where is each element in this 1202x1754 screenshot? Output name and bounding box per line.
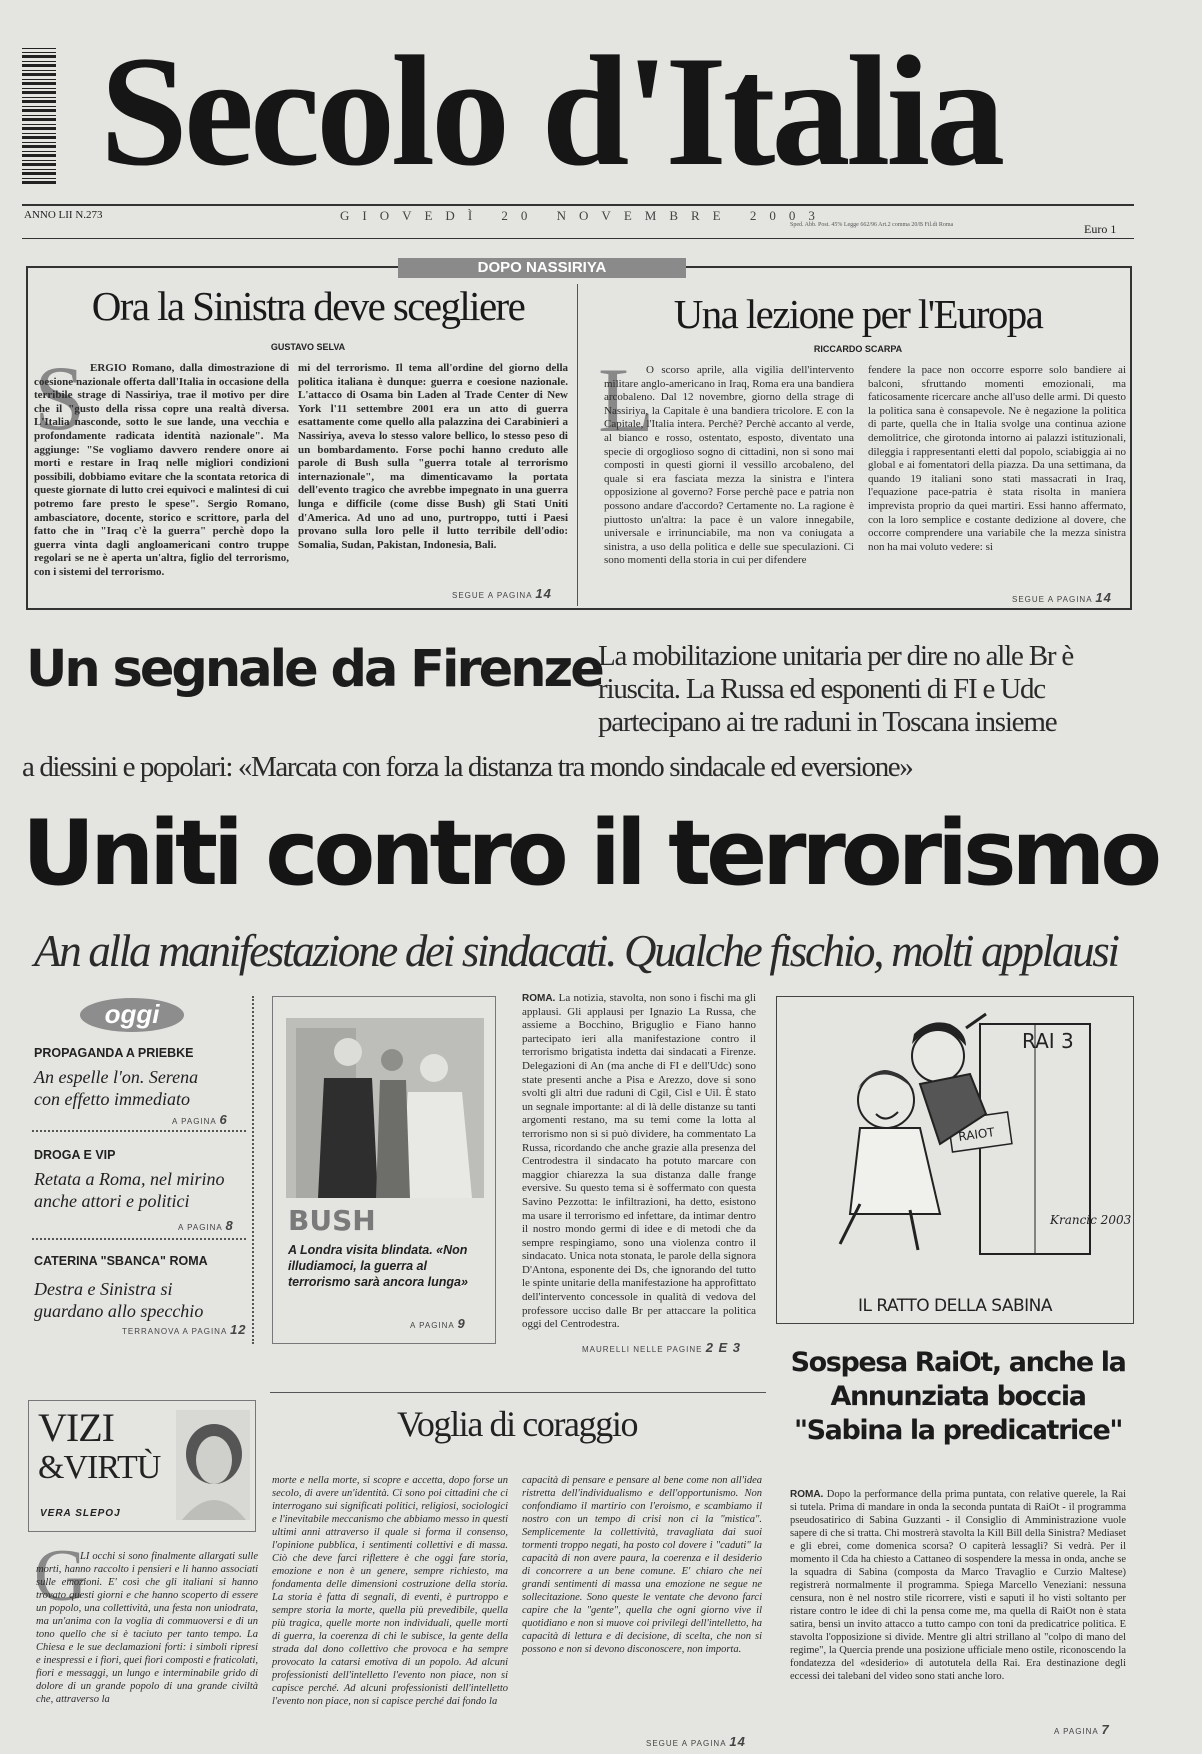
- oggi-item-1-ref: [172, 1112, 228, 1127]
- vizi-col3: [522, 1474, 762, 1714]
- masthead-rule-bottom: [22, 238, 1134, 239]
- roma-article-ref-label: MAURELLI NELLE PAGINE: [582, 1345, 703, 1354]
- barcode: [22, 48, 56, 184]
- bush-ref-label: A PAGINA: [410, 1321, 455, 1330]
- bush-page: 9: [457, 1316, 466, 1331]
- right-article-col1: [604, 364, 854, 600]
- oggi-item-3-page: 12: [230, 1322, 247, 1337]
- oggi-item-3-ref-label: TERRANOVA A PAGINA: [122, 1327, 227, 1336]
- vizi-dropcap: G: [34, 1535, 88, 1617]
- left-article-col1-text: ERGIO Romano, dalla dimostrazione di coesione nazionale offerta dall'Italia in occasione della terribile strage di Nassiriya, trae il motivo per dire che il "gusto della rissa copre una realtà diversa. L'Italia nasconde, sotto le sue lande, una vecchia e profondamente radicata identità nazionale". Ma aggiunge: "Se vogliamo davvero rendere onore ai morti e restare in Iraq nelle migliori condizioni possibili, dobbiamo evitare che la scontata retorica di queste giornate di lutto crei equivoci e malintesi di cui potremo fare presto le spese". Sergio Romano, ambasciatore, docente, storico e scrittore, parla del fatto che in "Iraq c'è la guerra" perchè dopo la guerra vinta dagli angloamericani contro truppe regolari se ne è aperta un'altra, figlio del terrorismo, con i sistemi del terrorismo.: [34, 362, 289, 578]
- roma-article-ref: [582, 1340, 741, 1355]
- oggi-item-3-headline[interactable]: Destra e Sinistra si guardano allo specchio: [34, 1279, 204, 1321]
- left-dropcap: S: [34, 347, 86, 449]
- vizi-title-2: &VIRTÙ: [38, 1449, 161, 1486]
- masthead-title: Secolo d'Italia: [100, 24, 1002, 199]
- right-article-continue-page: 14: [1095, 590, 1112, 605]
- bush-text[interactable]: A Londra visita blindata. «Non illudiamoci, la guerra al terrorismo sarà ancora lunga»: [288, 1243, 468, 1289]
- masthead-rule-top: [22, 204, 1134, 206]
- left-article-col2: [298, 362, 568, 582]
- right-article-title: Una lezione per l'Europa: [673, 291, 1043, 337]
- cartoon-illustration: [790, 1004, 1132, 1264]
- roma-article-body: [522, 992, 756, 1332]
- oggi-label: oggi: [80, 998, 184, 1032]
- masthead-price: Euro 1: [1084, 222, 1117, 236]
- oggi-item-3-ref: [122, 1322, 247, 1337]
- roma-article-pages: 2 E 3: [705, 1340, 742, 1355]
- right-dropcap: L: [598, 349, 655, 451]
- vizi-author-portrait: [176, 1410, 250, 1520]
- oggi-item-1-ref-label: A PAGINA: [172, 1117, 217, 1126]
- vizi-ref-label: SEGUE A PAGINA: [646, 1739, 727, 1748]
- bush-photo: [286, 1018, 484, 1198]
- firenze-deck-right: La mobilitazione unitaria per dire no alle Br è riuscita. La Russa ed esponenti di FI e Udc partecipano ai tre raduni in Toscana insieme: [598, 640, 1074, 738]
- masthead-date: GIOVEDÌ 20 NOVEMBRE 2003: [340, 208, 828, 223]
- bush-ref: [410, 1316, 466, 1331]
- vizi-headline-rule: [270, 1392, 766, 1393]
- left-article-continue-label: SEGUE A PAGINA: [452, 591, 533, 600]
- vizi-title-1: VIZI: [38, 1405, 114, 1450]
- roma-article: [522, 992, 756, 1338]
- vizi-author: VERA SLEPOJ: [40, 1508, 121, 1519]
- cartoon-ref: [1054, 1722, 1110, 1737]
- cartoon-article-lead: ROMA.: [790, 1489, 824, 1500]
- cartoon-ref-label: A PAGINA: [1054, 1727, 1099, 1736]
- oggi-item-1-kicker: PROPAGANDA A PRIEBKE: [34, 1046, 194, 1060]
- right-article-author: RICCARDO SCARPA: [813, 344, 903, 354]
- oggi-item-2-headline[interactable]: Retata a Roma, nel mirino anche attori e politici: [34, 1169, 225, 1211]
- right-article-col1-text: O scorso aprile, alla vigilia dell'intervento militare anglo-americano in Iraq, Roma era una bandiera arcobaleno. Dal 12 novembre, giorno della strage di Nassiriya, la Capitale è una bandiera tricolore. E con la Capitale, l'Italia intera. Perchè? Perchè accanto al verde, al bianco e rosso, ostentato, esposto, diventato una specie di orgoglioso sogno di cittadini, non si sono mai composti in questi giorni il vessillo arcobaleno, del quale si era fasciata mezza la sinistra e l'intera opposizione al governo? Forse perchè pace e patria non possono andare d'accordo? Certamente no. La ragione è piuttosto un'altra: la pace è un valore innegabile, universale e irrinunciabile, ma non va coniugata a sinistra, a uso della politica e delle sue speculazioni. Ci sono momenti della storia in cui per difendere: [604, 364, 854, 567]
- cartoon-caption: IL RATTO DELLA SABINA: [857, 1296, 1053, 1316]
- vizi-col2: [272, 1474, 508, 1734]
- section-band: DOPO NASSIRIYA: [398, 258, 686, 278]
- cartoon-door-label: RAIOT: [957, 1125, 996, 1144]
- left-article-continue: [452, 586, 552, 601]
- oggi-item-1-page: 6: [219, 1112, 228, 1127]
- oggi-divider-2: [32, 1238, 246, 1240]
- cartoon-article: [790, 1488, 1126, 1724]
- vizi-ref: [646, 1734, 746, 1749]
- cartoon-article-text: Dopo la performance della prima puntata, con relative querele, la Rai si tutela. Prima di mandare in onda la seconda puntata di RaiOt - il programma pseudosatirico di Sabina Guzzanti - il Consiglio di Amministrazione vuole sapere di che si tratta. Chi mostrerà stavolta la Kill Bill della Sinistra? Mediaset e gli ebrei, come domenica scorsa? O capiterà lessagli? Si vedrà. Per il momento il Cda ha chiesto a Cattaneo di sospendere la messa in onda, anche se la squadra di Sabina (composta da Marco Travaglio e Curzio Maltese) registrerà normalmente il programma. Spiega Marcello Veneziani: nessuna censura, non è nel nostro stile ricorrere, visti e saputi il ho visti soltanto per ristare contro le idee di chi la pensa come me, ma quella di RaiOt non è stata satira, bensì un invito attacco a tutto campo con toni da predicatrice politica. E stavolta l'opposizione si divide. Mentre gli altri strillano al "colpo di mano del regime", la Quercia prende una posizione ufficiale meno ostile, riconoscendo la fondatezza del «desiderio» di autotutela della Rai. Era destinazione degli eccessi dei talebani del video sono stati anche loro.: [790, 1489, 1126, 1682]
- firenze-deck-full: a diessini e popolari: «Marcata con forza la distanza tra mondo sindacale ed eversione»: [22, 751, 913, 783]
- cartoon-headline: Sospesa RaiOt, anche la Annunziata boccia "Sabina la predicatrice": [790, 1347, 1126, 1446]
- cartoon-page: 7: [1101, 1722, 1110, 1737]
- oggi-item-3-kicker: CATERINA "SBANCA" ROMA: [34, 1254, 208, 1268]
- main-subhead: An alla manifestazione dei sindacati. Qualche fischio, molti applausi: [34, 926, 1118, 976]
- masthead-issue: ANNO LII N.273: [24, 209, 103, 221]
- left-article-col2-text: mi del terrorismo. Il tema all'ordine del giorno della politica italiana è dunque: guerra e coesione nazionale. L'attacco di Osama bin Laden al Trade Center di New York l'11 settembre 2001 era un atto di guerra esattamente come quello alla palazzina dei Carabinieri a Nassiriya, aveva lo stesso valore bellico, lo stesso peso di un bombardamento. Forse pochi hanno creduto alle parole di Bush sulla "guerra totale al terrorismo internazionale", ma dimenticavamo la portata dell'evento tragico che avrebbe impegnato in una guerra lunga e difficile (come disse Bush) gli Stati Uniti d'America. Ad uno ad uno, purtroppo, tutti i Paesi provano sulla loro pelle il lutto terribile dell'odio: Somalia, Sudan, Pakistan, Indonesia, Bali.: [298, 362, 568, 551]
- oggi-item-2-ref-label: A PAGINA: [178, 1223, 223, 1232]
- bush-name: BUSH: [288, 1204, 376, 1237]
- left-article-continue-page: 14: [535, 586, 552, 601]
- vizi-col1: [36, 1550, 258, 1734]
- firenze-headline: Un segnale da Firenze: [26, 640, 602, 699]
- main-headline: Uniti contro il terrorismo: [22, 801, 1158, 906]
- left-article-author: GUSTAVO SELVA: [270, 342, 346, 352]
- right-article-continue-label: SEGUE A PAGINA: [1012, 595, 1093, 604]
- vizi-col3-text: capacità di pensare e pensare al bene come non all'idea ristretta dell'individualismo e dell'opportunismo. Non confondiamo il martirio con l'eroismo, e scambiamo il nostro con un tempo di crisi non ci la "mistica". Semplicemente la collettività, travagliata dai suoi tormenti troppo negati, ha posto col dovere i "caduti" la capacità di non avere paura, la coerenza e il desiderio di concorrere a un bene comune. E' chiaro che nei grandi sentimenti di massa una emozione ne segue ne sollecitazione. Sono queste le ventate che devono farci capire che la "gente", quella che ogni giorno vive il quotidiano e non si muove coi privilegi dell'intelletto, ha capacità di lettura e di decisione, di scelta, che non si possono e non si devono disconoscere, non importa.: [522, 1475, 762, 1655]
- vizi-col1-text: LI occhi si sono finalmente allargati sulle morti, hanno raccolto i pensieri e li hanno associati sulle emozioni. E' così che gli italiani si hanno trovato questi giorni e che hanno scoperto di essere un popolo, una collettività, una festa non uniodrata, ma un'anima con la voglia di commuoversi e di un tono quello che si è taciuto per tanto tempo. La Chiesa e le sue declamazioni forti: i simboli ripresi e inespressi e i fiori, quei fiori composti e fraticolati, fiori e messaggi, un lungo e interminabile grido di dolore di un grande popolo di una grande civiltà che, attraverso la: [36, 1551, 258, 1705]
- oggi-item-2-ref: [178, 1218, 234, 1233]
- bush-photo-figures: [286, 1018, 484, 1198]
- masthead-postal: Sped. Abb. Post. 45% Legge 662/96 Art.2 comma 20/B Fil.di Roma: [790, 222, 954, 228]
- left-article-col1: [34, 362, 289, 594]
- cartoon-article-body: [790, 1488, 1126, 1683]
- cartoon-signature: Krancic 2003: [1050, 1213, 1132, 1227]
- oggi-item-1-headline[interactable]: An espelle l'on. Serena con effetto immediato: [34, 1067, 199, 1109]
- oggi-item-2-kicker: DROGA E VIP: [34, 1148, 116, 1162]
- cartoon-rai3-label: RAI 3: [1022, 1029, 1074, 1053]
- right-article-continue: [1012, 590, 1112, 605]
- vizi-page: 14: [729, 1734, 746, 1749]
- top-column-divider: [577, 284, 578, 606]
- right-article-col2-text: fendere la pace non occorre esporre solo bandiere ai balconi, sfruttando momenti emozionali, ma faticosamente ricercare anche all'uso delle armi. Di questo la politica sana è consapevole. Ne è negazione la politica di parte, quella che in Italia svolge una continua azione demolitrice, che girotonda intorno ai palazzi istituzionali, dileggia i rappresentanti eletti dal popolo, sciabiggia ai no global e ai fomentatori della piazza. Da una settimana, da quando 19 italiani sono stati massacrati in Iraq, l'equazione pace-patria è stata risolta in maniera imprevista proprio da quei martiri. Essi hanno affermato, con la loro semplice e costante dedizione al dovere, che occorre comprendere una variabile che la mezza sinistra non ha mai voluto vedere: si: [868, 364, 1126, 553]
- roma-article-text: La notizia, stavolta, non sono i fischi ma gli applausi. Gli applausi per Ignazio La Russa, che assieme a Bocchino, Briguglio e Fiano hanno partecipato ieri alla manifestazione contro il terrorismo brigatista indetta dai sindacati a Firenze. Delegazioni di An (ma anche di FI e dell'Udc) sono state presenti anche a Pisa e Arezzo, dove si sono svolti gli altri due raduni di Cgil, Cisl e Uil. È stato un segnale importante: al di là delle distanze su tanti argomenti restano, ma su temi come la lotta al terrorismo non si si può dividere, ha commentato La Russa, ricordando che anche grazie alla presenza del Centrodestra il sindacato ha potuto marcare con maggior chiarezza la sua distanza dalle frange eversive. Su questo tema si è soffermato con questa Savino Pezzotta: le infiltrazioni, ha detto, esistono ma usare il terrorismo ed infettare, da intimar dentro il nostro mondo germi di idee e di metodi che da sempre respingiamo, sono una violenza contro il sindacato. Unica nota stonata, le parole della signora D'Antona, esponente dei Ds, che ignorando del tutto le spinte unitarie della manifestazione ha approfittato dell'intervento concessole in qualità di vedova del professore ucciso dalle Br per attaccare la politica oggi del Centrodestra.: [522, 992, 757, 1331]
- vizi-headline: Voglia di coraggio: [396, 1404, 638, 1444]
- vizi-col2-text: morte e nella morte, si scopre e accetta, dopo forse un secolo, di avere un'identità. Ci sono poi cittadini che ci interrogano sui significati politici, religiosi, sociologici e l'inevitabile meccanismo che abbiamo messo in questi ultimi anni attraverso il quale si forma il consenso, l'opinione pubblica, i sentimenti collettivi e di massa. Ciò che deve farci riflettere è che oggi fare storia, emozione e non è un genere, sempre richiesto, ma fondamenta delle dimensioni costruzione della storia. La storia è fatta di segnali, di eventi, è purtroppo e sempre storia la morte, quella più prevedibile, quella più tragica, quelle morte non individuali, quelle morti di guerra, la coerenza di chi le subisce, la gente della strada dal dono collettivo che provoca e ha sempre provocato la catarsi emotiva di un popolo. Ad alcuni professionisti dell'intelletto l'evento non piace, non si capisce perché. Ad alcuni professionisti dell'intelletto l'evento non piace, non si capisce perché dai fondo la: [272, 1475, 508, 1707]
- right-article-col2: [868, 364, 1126, 586]
- oggi-item-2-page: 8: [225, 1218, 234, 1233]
- roma-article-lead: ROMA.: [522, 993, 556, 1004]
- oggi-divider-1: [32, 1130, 246, 1132]
- left-article-title: Ora la Sinistra deve scegliere: [91, 283, 525, 329]
